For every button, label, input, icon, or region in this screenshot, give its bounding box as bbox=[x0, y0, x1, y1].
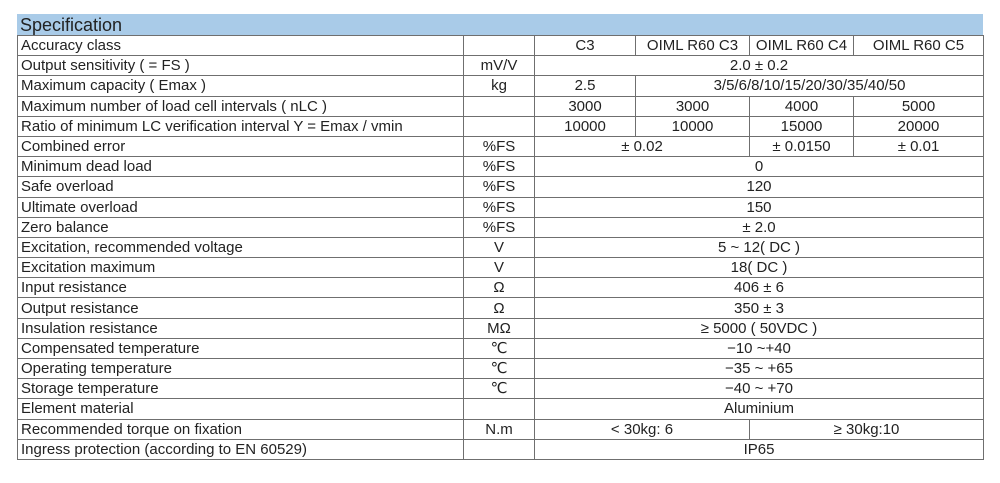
row-unit: V bbox=[464, 258, 535, 278]
row-unit: kg bbox=[464, 76, 535, 96]
cell-value: IP65 bbox=[535, 439, 984, 459]
cell-value: 3000 bbox=[636, 96, 750, 116]
row-label: Zero balance bbox=[18, 217, 464, 237]
table-row bbox=[18, 136, 984, 156]
row-label: Element material bbox=[18, 399, 464, 419]
cell-value: 2.0 ± 0.2 bbox=[535, 56, 984, 76]
cell-value: ≥ 5000 ( 50VDC ) bbox=[535, 318, 984, 338]
cell-value: 120 bbox=[535, 177, 984, 197]
row-label: Insulation resistance bbox=[18, 318, 464, 338]
row-label: Maximum capacity ( Emax ) bbox=[18, 76, 464, 96]
cell-value: 10000 bbox=[636, 116, 750, 136]
table-row bbox=[18, 439, 984, 459]
cell-value: 0 bbox=[535, 157, 984, 177]
cell-value: −35 ~ +65 bbox=[535, 359, 984, 379]
cell-value: ≥ 30kg:10 bbox=[750, 419, 984, 439]
cell-value: < 30kg: 6 bbox=[535, 419, 750, 439]
cell-value: 10000 bbox=[535, 116, 636, 136]
table-row bbox=[18, 318, 984, 338]
cell-value: −40 ~ +70 bbox=[535, 379, 984, 399]
cell-value: 150 bbox=[535, 197, 984, 217]
cell-value: 20000 bbox=[854, 116, 984, 136]
row-label: Operating temperature bbox=[18, 359, 464, 379]
row-label: Maximum number of load cell intervals ( nLC ) bbox=[18, 96, 464, 116]
table-row bbox=[18, 419, 984, 439]
table-row bbox=[18, 177, 984, 197]
table-row bbox=[18, 197, 984, 217]
row-label: Ratio of minimum LC verification interval Y = Emax / vmin bbox=[18, 116, 464, 136]
row-unit: %FS bbox=[464, 157, 535, 177]
row-unit: ℃ bbox=[464, 338, 535, 358]
row-label: Combined error bbox=[18, 136, 464, 156]
cell-value: 3000 bbox=[535, 96, 636, 116]
row-label: Output sensitivity ( = FS ) bbox=[18, 56, 464, 76]
table-row bbox=[18, 278, 984, 298]
row-label: Recommended torque on fixation bbox=[18, 419, 464, 439]
cell-value: 15000 bbox=[750, 116, 854, 136]
table-row bbox=[18, 96, 984, 116]
cell-value: 18( DC ) bbox=[535, 258, 984, 278]
row-unit: MΩ bbox=[464, 318, 535, 338]
row-label: Compensated temperature bbox=[18, 338, 464, 358]
table-row bbox=[18, 298, 984, 318]
section-title: Specification bbox=[20, 15, 123, 35]
row-label: Accuracy class bbox=[18, 36, 464, 56]
table-row bbox=[18, 379, 984, 399]
specification-table bbox=[17, 35, 984, 460]
cell-value: OIML R60 C3 bbox=[636, 36, 750, 56]
table-row bbox=[18, 116, 984, 136]
row-unit bbox=[464, 116, 535, 136]
row-unit: ℃ bbox=[464, 359, 535, 379]
row-label: Minimum dead load bbox=[18, 157, 464, 177]
row-label: Storage temperature bbox=[18, 379, 464, 399]
cell-value: ± 2.0 bbox=[535, 217, 984, 237]
row-label: Ingress protection (according to EN 60529) bbox=[18, 439, 464, 459]
cell-value: ± 0.02 bbox=[535, 136, 750, 156]
row-label: Ultimate overload bbox=[18, 197, 464, 217]
table-row bbox=[18, 36, 984, 56]
table-row bbox=[18, 217, 984, 237]
table-row bbox=[18, 338, 984, 358]
cell-value: OIML R60 C4 bbox=[750, 36, 854, 56]
table-row bbox=[18, 258, 984, 278]
table-row bbox=[18, 56, 984, 76]
section-header bbox=[17, 14, 983, 35]
row-unit: V bbox=[464, 237, 535, 257]
row-unit: N.m bbox=[464, 419, 535, 439]
cell-value: 350 ± 3 bbox=[535, 298, 984, 318]
cell-value: 5000 bbox=[854, 96, 984, 116]
row-label: Output resistance bbox=[18, 298, 464, 318]
cell-value: 5 ~ 12( DC ) bbox=[535, 237, 984, 257]
cell-value: 2.5 bbox=[535, 76, 636, 96]
cell-value: −10 ~+40 bbox=[535, 338, 984, 358]
row-unit: mV/V bbox=[464, 56, 535, 76]
table-row bbox=[18, 399, 984, 419]
cell-value: C3 bbox=[535, 36, 636, 56]
row-label: Input resistance bbox=[18, 278, 464, 298]
table-row bbox=[18, 157, 984, 177]
row-unit: Ω bbox=[464, 278, 535, 298]
row-label: Excitation maximum bbox=[18, 258, 464, 278]
row-unit bbox=[464, 399, 535, 419]
row-unit bbox=[464, 96, 535, 116]
row-label: Safe overload bbox=[18, 177, 464, 197]
row-unit: %FS bbox=[464, 197, 535, 217]
cell-value: ± 0.01 bbox=[854, 136, 984, 156]
row-unit: %FS bbox=[464, 217, 535, 237]
cell-value: Aluminium bbox=[535, 399, 984, 419]
cell-value: ± 0.0150 bbox=[750, 136, 854, 156]
row-unit bbox=[464, 439, 535, 459]
table-row bbox=[18, 76, 984, 96]
table-row bbox=[18, 359, 984, 379]
cell-value: 3/5/6/8/10/15/20/30/35/40/50 bbox=[636, 76, 984, 96]
cell-value: OIML R60 C5 bbox=[854, 36, 984, 56]
cell-value: 4000 bbox=[750, 96, 854, 116]
row-unit: ℃ bbox=[464, 379, 535, 399]
row-unit: Ω bbox=[464, 298, 535, 318]
table-row bbox=[18, 237, 984, 257]
row-unit: %FS bbox=[464, 177, 535, 197]
row-label: Excitation, recommended voltage bbox=[18, 237, 464, 257]
row-unit bbox=[464, 36, 535, 56]
cell-value: 406 ± 6 bbox=[535, 278, 984, 298]
row-unit: %FS bbox=[464, 136, 535, 156]
